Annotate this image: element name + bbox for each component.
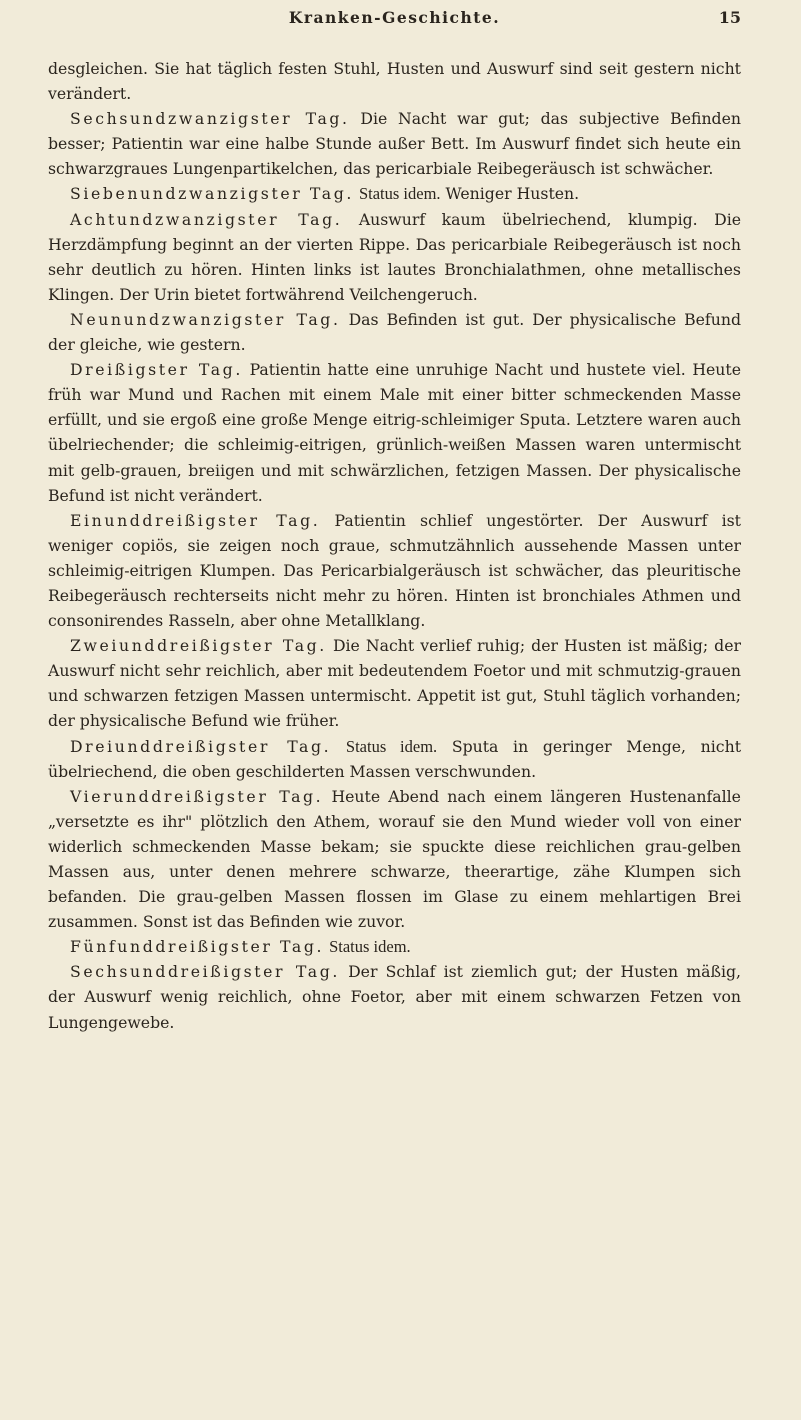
day-heading: Siebenundzwanzigster Tag.: [70, 184, 354, 204]
entry-text: Die Nacht verlief ruhig; der Husten ist mäßig; der Auswurf nicht sehr reichlich, aber mit bedeutendem Foetor und mit schmutzig-grauen und schwarzen fetzigen Massen untermischt. Appetit ist gut, Stuhl täglich vorhanden; der physicalische Befund wie früher.: [48, 636, 741, 731]
day-heading: Vierunddreißigster Tag.: [70, 786, 324, 806]
day-heading: Fünfunddreißigster Tag.: [70, 937, 325, 957]
entry-day-29: [48, 307, 741, 357]
entry-day-26: [48, 106, 741, 181]
entry-day-36: [48, 959, 741, 1034]
day-heading: Sechsunddreißigster Tag.: [70, 962, 340, 982]
entry-text: Der Schlaf ist ziemlich gut; der Husten mäßig, der Auswurf wenig reichlich, ohne Foetor, aber mit einem schwarzen Fetzen von Lungengewebe.: [48, 962, 742, 1032]
body-text: [48, 56, 741, 1035]
day-heading: Dreiunddreißigster Tag.: [70, 736, 332, 756]
entry-day-33: [48, 734, 741, 784]
latin-note: Status idem.: [329, 937, 411, 957]
entry-text: Patientin hatte eine unruhige Nacht und hustete viel. Heute früh war Mund und Rachen mit einem Male mit einer bitter schmeckenden Masse erfüllt, und sie ergoß eine große Menge eitrig-schleimiger Sputa. Letztere waren auch übelriechender; die schleimig-eitrigen, grünlich-weißen Massen waren untermischt mit gelb-grauen, breiigen und mit schwärzlichen, fetzigen Massen. Der physicalische Befund ist nicht verändert.: [48, 360, 741, 505]
running-title: Kranken-Geschichte.: [288, 8, 501, 27]
day-heading: Dreißigster Tag.: [70, 360, 243, 380]
entry-text: Patientin schlief ungestörter. Der Auswurf ist weniger copiös, sie zeigen noch graue, schmutzähnlich aussehende Massen unter schleimig-eitrigen Klumpen. Das Pericarbialgeräusch ist schwächer, das pleuritische Reibegeräusch rechterseits nicht mehr zu hören. Hinten ist bronchiales Athmen und consonirendes Rasseln, aber ohne Metallklang.: [48, 510, 741, 631]
day-heading: Sechsundzwanzigster Tag.: [70, 109, 350, 129]
entry-text: Heute Abend nach einem längeren Hustenanfalle „versetzte es ihr" plötzlich den Athem, worauf sie den Mund wieder voll von einer widerlich schmeckenden Masse bekam; sie spuckte diese reichlichen grau-gelben Massen aus, unter denen mehrere schwarze, theerartige, zähe Klumpen sich befanden. Die grau-gelben Massen flossen im Glase zu einem mehlartigen Brei zusammen. Sonst ist das Befinden wie zuvor.: [48, 786, 741, 932]
latin-note: Status idem.: [345, 736, 438, 756]
latin-note: Status idem.: [358, 184, 441, 204]
day-heading: Zweiunddreißigster Tag.: [70, 636, 327, 656]
entry-continuation: [48, 56, 741, 106]
day-heading: Einunddreißigster Tag.: [70, 510, 321, 530]
entry-text: Weniger Husten.: [445, 184, 580, 204]
entry-day-35: [48, 934, 741, 959]
entry-day-32: [48, 633, 741, 733]
day-heading: Achtundzwanzigster Tag.: [70, 209, 343, 229]
entry-day-27: [48, 181, 741, 206]
entry-text: Das Befinden ist gut. Der physicalische Befund der gleiche, wie gestern.: [48, 309, 741, 355]
entry-text: Die Nacht war gut; das subjective Befinden besser; Patientin war eine halbe Stunde außer Bett. Im Auswurf findet sich heute ein schwarzgraues Lungenpartikelchen, das pericarbiale Reibegeräusch ist schwächer.: [48, 109, 741, 179]
page-number: 15: [718, 8, 741, 27]
entry-day-34: [48, 784, 741, 935]
entry-day-30: [48, 357, 741, 508]
entry-text: desgleichen. Sie hat täglich festen Stuhl, Husten und Auswurf sind seit gestern nicht verändert.: [48, 59, 741, 104]
running-head: [48, 0, 741, 56]
entry-day-31: [48, 508, 741, 633]
entry-text: Sputa in geringer Menge, nicht übelriechend, die oben geschilderten Massen verschwunden.: [48, 736, 741, 781]
entry-text: Auswurf kaum übelriechend, klumpig. Die Herzdämpfung beginnt an der vierten Rippe. Das pericarbiale Reibegeräusch ist noch sehr deutlich zu hören. Hinten links ist lautes Bronchialathmen, ohne metallisches Klingen. Der Urin bietet fortwährend Veilchengeruch.: [48, 209, 741, 304]
day-heading: Neunundzwanzigster Tag.: [70, 309, 341, 329]
entry-day-28: [48, 207, 741, 307]
